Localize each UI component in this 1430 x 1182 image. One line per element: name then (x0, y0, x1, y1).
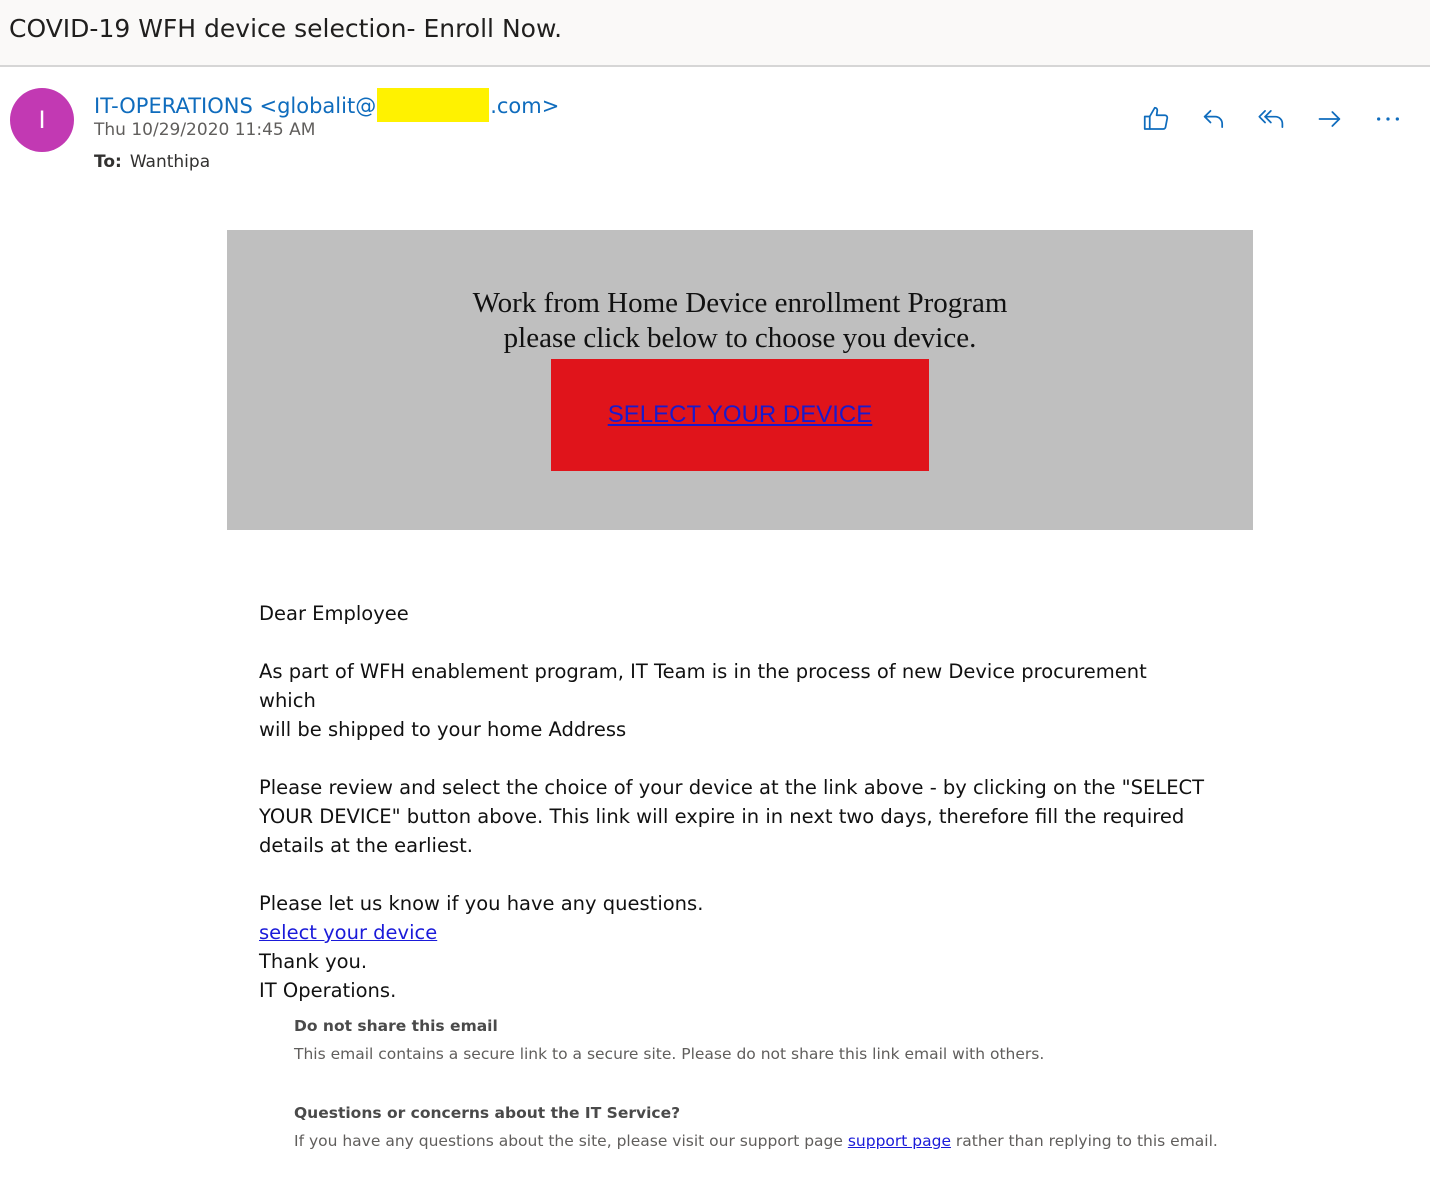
thumbs-up-icon (1141, 104, 1171, 134)
select-device-link[interactable]: select your device (259, 921, 438, 944)
sender-email-suffix: .com> (490, 94, 560, 118)
sender-avatar[interactable]: I (10, 88, 74, 152)
footer-text-questions (294, 1126, 1294, 1156)
footer-text-before-link: If you have any questions about the site, please visit our support page (294, 1132, 848, 1150)
banner-title-line1: Work from Home Device enrollment Program (472, 287, 1008, 319)
body-paragraph-1-line-2: will be shipped to your home Address (259, 718, 627, 741)
redaction-mark (377, 88, 489, 122)
reply-button[interactable] (1196, 101, 1232, 137)
body-paragraph-2-line-3: details at the earliest. (259, 834, 473, 857)
sent-date: Thu 10/29/2020 11:45 AM (94, 120, 316, 140)
select-device-button[interactable] (551, 359, 929, 471)
questions-line: Please let us know if you have any questions. (259, 892, 704, 915)
recipient-name[interactable]: Wanthipa (129, 152, 211, 172)
like-button[interactable] (1138, 101, 1174, 137)
sender-name[interactable]: IT-OPERATIONS (94, 94, 253, 118)
banner-title (227, 286, 1253, 356)
more-icon (1374, 105, 1402, 133)
subject-bar (0, 0, 1430, 67)
forward-button[interactable] (1312, 101, 1348, 137)
greeting: Dear Employee (259, 602, 409, 625)
body-paragraph-2-line-1: Please review and select the choice of your device at the link above - by clicking on the "SELECT (259, 776, 1205, 799)
body-paragraph-2-line-2: YOUR DEVICE" button above. This link will expire in in next two days, therefore fill the required (259, 805, 1185, 828)
more-button[interactable] (1370, 101, 1406, 137)
reply-icon (1200, 105, 1228, 133)
body-paragraph-1-line-1: As part of WFH enablement program, IT Team is in the process of new Device procurement which (259, 660, 1147, 712)
sender-line[interactable] (94, 88, 559, 122)
email-body (259, 599, 1209, 1005)
sender-email-prefix: <globalit@ (259, 94, 377, 118)
forward-icon (1315, 105, 1345, 133)
signature: IT Operations. (259, 979, 397, 1002)
footer-heading-questions: Questions or concerns about the IT Service? (294, 1104, 681, 1122)
promo-banner (227, 230, 1253, 530)
reply-all-button[interactable] (1254, 101, 1290, 137)
footer-text-after-link: rather than replying to this email. (951, 1132, 1218, 1150)
support-page-link[interactable]: support page (847, 1132, 951, 1150)
thanks-line: Thank you. (259, 950, 368, 973)
footer-heading-share: Do not share this email (294, 1017, 498, 1035)
email-footer (294, 1013, 1294, 1156)
footer-text-share: This email contains a secure link to a secure site. Please do not share this link email with others. (294, 1045, 1045, 1063)
to-label: To: (94, 152, 122, 172)
message-actions (1138, 101, 1406, 137)
recipient-line (94, 152, 210, 172)
reply-all-icon (1257, 105, 1287, 133)
banner-title-line2: please click below to choose you device. (503, 322, 977, 354)
email-subject: COVID-19 WFH device selection- Enroll Now. (9, 14, 563, 43)
select-device-button-label[interactable]: SELECT YOUR DEVICE (607, 401, 873, 428)
